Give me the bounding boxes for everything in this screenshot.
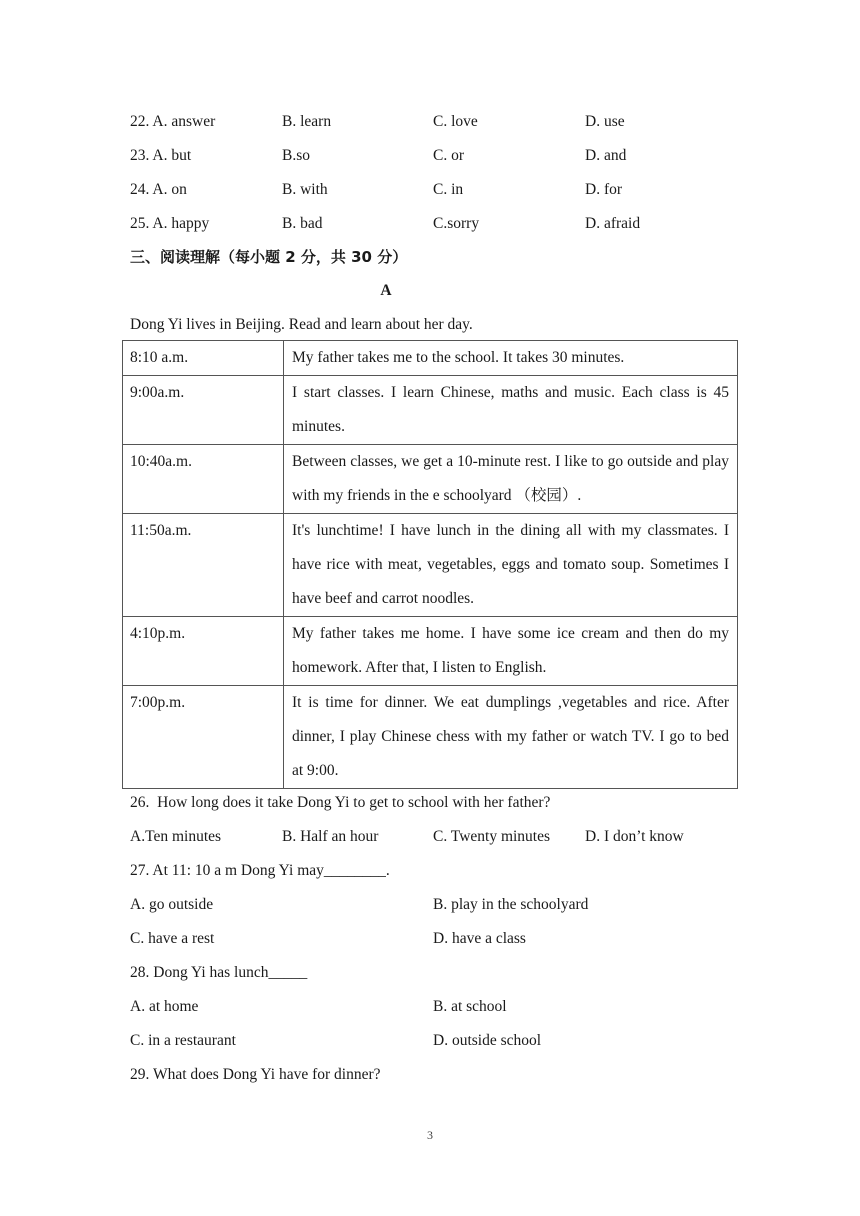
option-a: 24. A. on <box>130 181 187 198</box>
option-d: D. I don’t know <box>585 828 684 845</box>
option-a: A.Ten minutes <box>130 828 222 845</box>
option-a: A. at home <box>130 998 199 1015</box>
option-b: B. play in the schoolyard <box>433 896 589 913</box>
option-b: B.so <box>282 147 310 164</box>
question-27-options-row2 <box>130 922 750 956</box>
section-title: 三、阅读理解（每小题 2 分，共 30 分） <box>130 248 408 266</box>
activity-cell: Between classes, we get a 10-minute rest. I like to go outside and play with my friends in the e schoolyard （校园）. <box>284 445 738 514</box>
option-c: C.sorry <box>433 215 480 232</box>
option-a: 25. A. happy <box>130 215 210 232</box>
option-c: C. Twenty minutes <box>433 828 551 845</box>
option-row-24 <box>130 173 750 207</box>
question-29: 29. What does Dong Yi have for dinner? <box>130 1066 381 1083</box>
question-26-options <box>130 820 750 854</box>
question-27-options-row1 <box>130 888 750 922</box>
time-cell: 11:50a.m. <box>123 514 284 617</box>
option-b: B. learn <box>282 113 332 130</box>
option-c: C. in <box>433 181 464 198</box>
option-row-23 <box>130 139 750 173</box>
option-d: D. have a class <box>433 930 526 947</box>
option-d: D. outside school <box>433 1032 542 1049</box>
option-b: B. at school <box>433 998 507 1015</box>
time-cell: 8:10 a.m. <box>123 341 284 376</box>
option-d: D. use <box>585 113 625 130</box>
time-cell: 9:00a.m. <box>123 376 284 445</box>
table-row <box>123 376 738 445</box>
table-row <box>123 445 738 514</box>
option-b: B. bad <box>282 215 323 232</box>
passage-label: A <box>380 282 392 299</box>
time-cell: 10:40a.m. <box>123 445 284 514</box>
question-28-options-row1 <box>130 990 750 1024</box>
time-cell: 7:00p.m. <box>123 686 284 789</box>
activity-cell: It's lunchtime! I have lunch in the dining all with my classmates. I have rice with meat, vegetables, eggs and tomato soup. Sometimes I have beef and carrot noodles. <box>284 514 738 617</box>
question-28-options-row2 <box>130 1024 750 1058</box>
option-c: C. in a restaurant <box>130 1032 236 1049</box>
activity-cell: My father takes me home. I have some ice cream and then do my homework. After that, I listen to English. <box>284 617 738 686</box>
schedule-table <box>122 340 738 789</box>
time-cell: 4:10p.m. <box>123 617 284 686</box>
table-row <box>123 514 738 617</box>
option-c: C. or <box>433 147 464 164</box>
activity-cell: My father takes me to the school. It takes 30 minutes. <box>284 341 738 376</box>
passage-intro: Dong Yi lives in Beijing. Read and learn about her day. <box>130 316 473 333</box>
activity-cell: It is time for dinner. We eat dumplings ,vegetables and rice. After dinner, I play Chinese chess with my father or watch TV. I go to bed at 9:00. <box>284 686 738 789</box>
question-26: 26. How long does it take Dong Yi to get to school with her father? <box>130 794 551 811</box>
option-d: D. for <box>585 181 623 198</box>
option-b: B. with <box>282 181 328 198</box>
option-row-22 <box>130 105 750 139</box>
table-row <box>123 686 738 789</box>
option-a: 22. A. answer <box>130 113 216 130</box>
page-number: 3 <box>427 1128 433 1142</box>
option-c: C. love <box>433 113 478 130</box>
table-row <box>123 341 738 376</box>
option-d: D. afraid <box>585 215 641 232</box>
activity-cell: I start classes. I learn Chinese, maths and music. Each class is 45 minutes. <box>284 376 738 445</box>
option-row-25 <box>130 207 750 241</box>
option-c: C. have a rest <box>130 930 215 947</box>
option-a: A. go outside <box>130 896 214 913</box>
option-b: B. Half an hour <box>282 828 379 845</box>
question-27: 27. At 11: 10 a m Dong Yi may________. <box>130 862 390 879</box>
question-28: 28. Dong Yi has lunch_____ <box>130 964 308 981</box>
table-row <box>123 617 738 686</box>
option-a: 23. A. but <box>130 147 192 164</box>
option-d: D. and <box>585 147 627 164</box>
